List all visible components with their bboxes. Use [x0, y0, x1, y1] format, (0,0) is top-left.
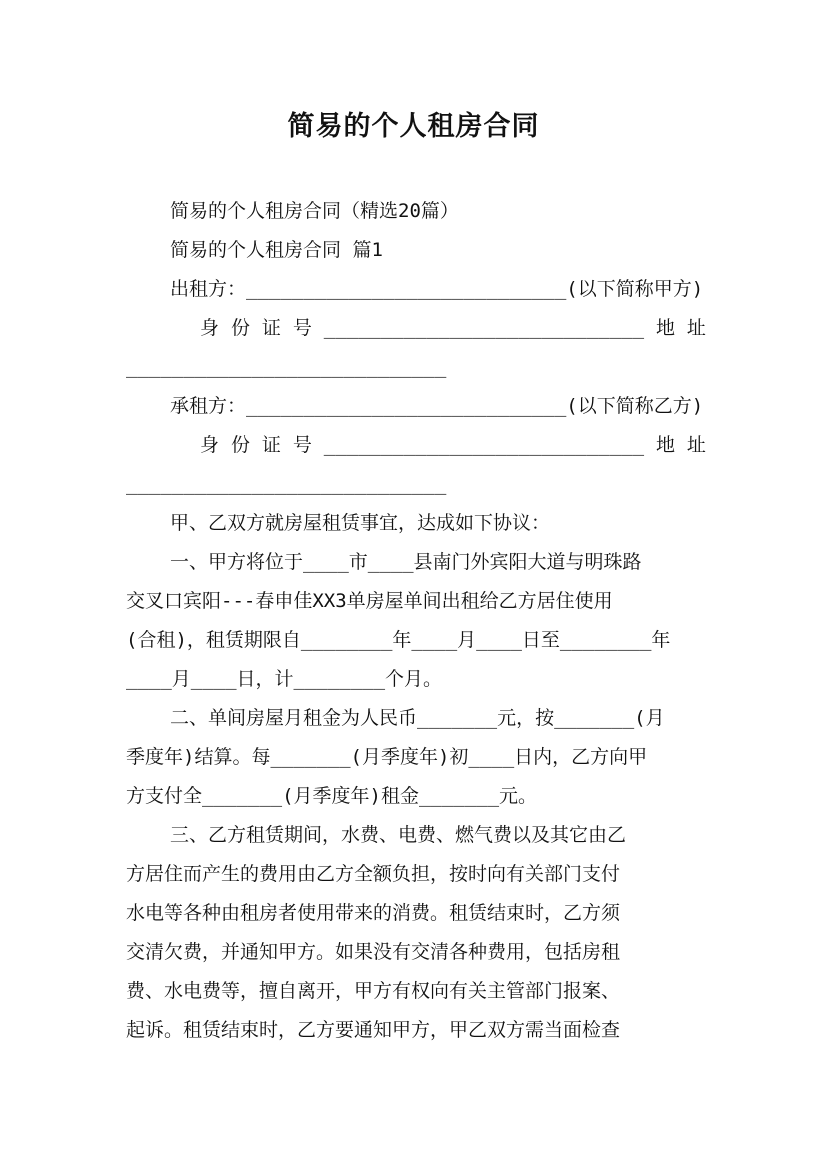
lessor-address-blank: ____________________________	[126, 356, 447, 378]
clause-3-line-1: 三、乙方租赁期间，水费、电费、燃气费以及其它由乙	[170, 824, 627, 846]
id-char: 号	[292, 317, 312, 339]
clause-2-line-1: 二、单间房屋月租金为人民币_______元，按_______(月	[170, 707, 665, 729]
lessee-address-blank: ____________________________	[126, 473, 447, 495]
lessor-id-address-line	[200, 309, 706, 347]
clause-1-line-1: 一、甲方将位于____市____县南门外宾阳大道与明珠路	[170, 551, 642, 573]
clause-3-line-4: 交清欠费，并通知甲方。如果没有交清各种费用，包括房租	[126, 941, 621, 963]
id-char: 号	[292, 434, 312, 456]
document-title: 简易的个人租房合同	[287, 111, 540, 142]
id-char: 身	[200, 434, 220, 456]
lessor-line: 出租方：____________________________(以下简称甲方)	[170, 278, 704, 300]
clause-3-line-5: 费、水电费等，擅自离开，甲方有权向有关主管部门报案、	[126, 980, 621, 1002]
id-blank: ____________________________	[323, 317, 645, 339]
clause-1-line-4: ____月____日，计________个月。	[126, 668, 443, 690]
id-char: 证	[261, 317, 281, 339]
id-char: 份	[230, 317, 250, 339]
clause-1-line-2: 交叉口宾阳---春申佳XX3单房屋单间出租给乙方居住使用	[126, 590, 613, 612]
clause-3-line-2: 方居住而产生的费用由乙方全额负担，按时向有关部门支付	[126, 863, 621, 885]
address-char: 地	[655, 317, 675, 339]
lessee-line: 承租方：____________________________(以下简称乙方)	[170, 395, 704, 417]
clause-2-line-3: 方支付全_______(月季度年)租金_______元。	[126, 785, 538, 807]
id-char: 份	[230, 434, 250, 456]
section-heading: 简易的个人租房合同 篇1	[170, 239, 383, 261]
id-char: 身	[200, 317, 220, 339]
lessee-id-address-line	[200, 426, 706, 464]
clause-2-line-2: 季度年)结算。每_______(月季度年)初____日内，乙方向甲	[126, 746, 648, 768]
agreement-intro: 甲、乙双方就房屋租赁事宜，达成如下协议：	[170, 512, 551, 534]
clause-3-line-3: 水电等各种由租房者使用带来的消费。租赁结束时，乙方须	[126, 902, 621, 924]
subtitle-line: 简易的个人租房合同（精选20篇）	[170, 200, 459, 222]
address-char: 址	[686, 434, 706, 456]
id-blank: ____________________________	[323, 434, 645, 456]
clause-3-line-6: 起诉。租赁结束时，乙方要通知甲方，甲乙双方需当面检查	[126, 1019, 621, 1041]
address-char: 址	[686, 317, 706, 339]
address-char: 地	[655, 434, 675, 456]
clause-1-line-3: (合租)，租赁期限自________年____月____日至________年	[126, 629, 671, 651]
id-char: 证	[261, 434, 281, 456]
